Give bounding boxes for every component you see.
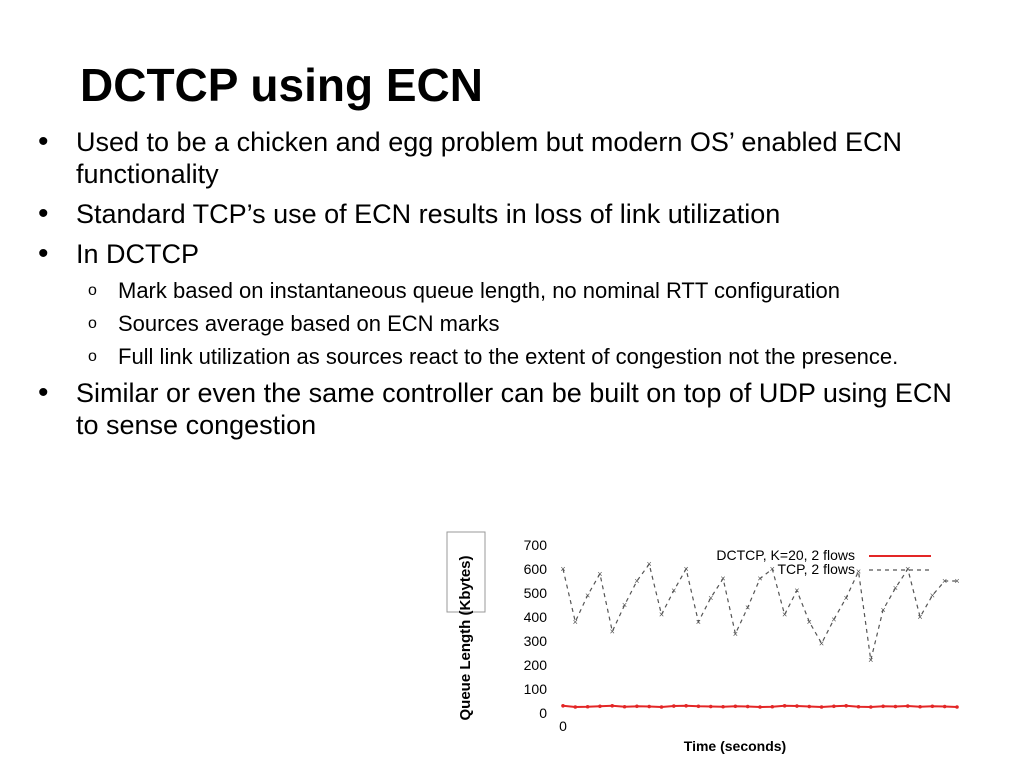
bullet-dot-icon: • [38,125,49,158]
x-axis-label: Time (seconds) [683,738,787,754]
data-point: × [621,600,628,610]
y-tick-label: 700 [523,537,547,553]
sub-bullet-item [88,344,958,369]
data-point: × [905,564,911,574]
data-point: × [868,655,874,666]
data-point [721,705,725,709]
bullet-dot-icon: • [38,197,49,230]
y-ticks [524,537,548,721]
data-point [758,705,762,709]
data-point: × [880,604,886,615]
data-point [783,704,787,708]
bullet-text: Similar or even the same controller can be built on top of UDP using ECN to sense congestion [76,378,952,440]
sub-bullet-ring-icon: o [88,282,97,299]
data-point: × [757,573,763,584]
data-point [832,704,836,708]
data-point: × [794,585,800,596]
sub-bullet-ring-icon: o [88,348,97,365]
data-point: × [584,590,591,601]
sub-bullet-ring-icon: o [88,315,97,332]
data-point: × [708,592,714,603]
data-point [684,704,688,708]
data-point [610,704,614,708]
data-point [647,705,651,709]
data-point: × [695,616,702,627]
data-point [635,704,639,708]
data-point: × [658,609,665,620]
y-tick-label: 600 [523,561,547,577]
bullet-text: Standard TCP’s use of ECN results in loss of link utilization [76,199,781,229]
data-point [857,705,861,709]
legend-label: TCP, 2 flows [777,561,855,577]
data-point: × [745,602,751,613]
data-point: × [572,616,578,627]
data-point: × [831,614,837,625]
y-tick-label: 400 [523,609,547,625]
sub-bullet-text: Full link utilization as sources react to the extent of congestion not the presence. [118,344,899,369]
data-point: × [806,616,812,627]
data-point: × [732,628,739,639]
data-point [795,704,799,708]
data-point: × [769,564,775,574]
bullet-text: Used to be a chicken and egg problem but modern OS’ enabled ECN functionality [76,127,902,189]
data-point [844,704,848,708]
data-point: × [892,583,899,594]
bullet-dot-icon: • [38,237,49,270]
y-axis-label: Queue Length (Kbytes) [457,555,474,721]
data-point [586,705,590,709]
legend-label: DCTCP, K=20, 2 flows [716,547,855,563]
data-point [955,705,959,709]
data-point: × [609,626,615,637]
data-point [574,705,578,709]
data-point [734,704,738,708]
data-point: × [917,612,923,622]
data-point [709,705,713,709]
bullet-item [38,377,958,441]
data-point [807,705,811,709]
data-point: × [818,638,825,649]
data-point [598,704,602,708]
data-point [894,705,898,709]
data-point: × [929,590,936,601]
data-point [660,705,664,709]
data-point [820,705,824,709]
y-tick-label: 500 [523,585,547,601]
data-point [943,705,947,709]
data-point: × [954,576,960,586]
data-point [697,704,701,708]
bullet-list [38,126,958,449]
data-point: × [683,564,689,574]
y-tick-label: 200 [523,657,547,673]
data-point [623,705,627,709]
slide-title: DCTCP using ECN [80,59,483,111]
data-point [918,705,922,709]
data-point: × [942,576,948,586]
data-point [771,705,775,709]
queue-length-chart [445,528,975,766]
data-point: × [646,559,652,570]
data-point [561,704,565,708]
bullet-item [38,238,958,270]
data-point [672,704,676,708]
x-tick-label: 0 [559,718,567,734]
series-group [560,559,959,709]
x-ticks [559,718,567,734]
data-point: × [671,585,677,596]
bullet-item [38,198,958,230]
data-point [906,704,910,708]
data-point [869,705,873,709]
sub-bullet-item [88,311,958,336]
y-tick-label: 0 [539,705,547,721]
sub-bullet-text: Mark based on instantaneous queue length, no nominal RTT configuration [118,278,840,303]
data-point: × [634,576,640,586]
bullet-dot-icon: • [38,376,49,409]
data-point: × [560,564,566,574]
data-point: × [843,592,849,603]
data-point: × [720,573,726,584]
bullet-text: In DCTCP [76,239,200,269]
sub-bullet-item [88,278,958,303]
data-point [881,704,885,708]
sub-bullet-text: Sources average based on ECN marks [118,311,500,336]
y-tick-label: 100 [523,681,547,697]
bullet-item [38,126,958,190]
data-point [746,705,750,709]
data-point: × [781,609,788,620]
y-tick-label: 300 [523,633,547,649]
data-point: × [855,566,862,577]
data-point [931,704,935,708]
chart-legend [716,547,931,577]
data-point: × [597,568,603,579]
